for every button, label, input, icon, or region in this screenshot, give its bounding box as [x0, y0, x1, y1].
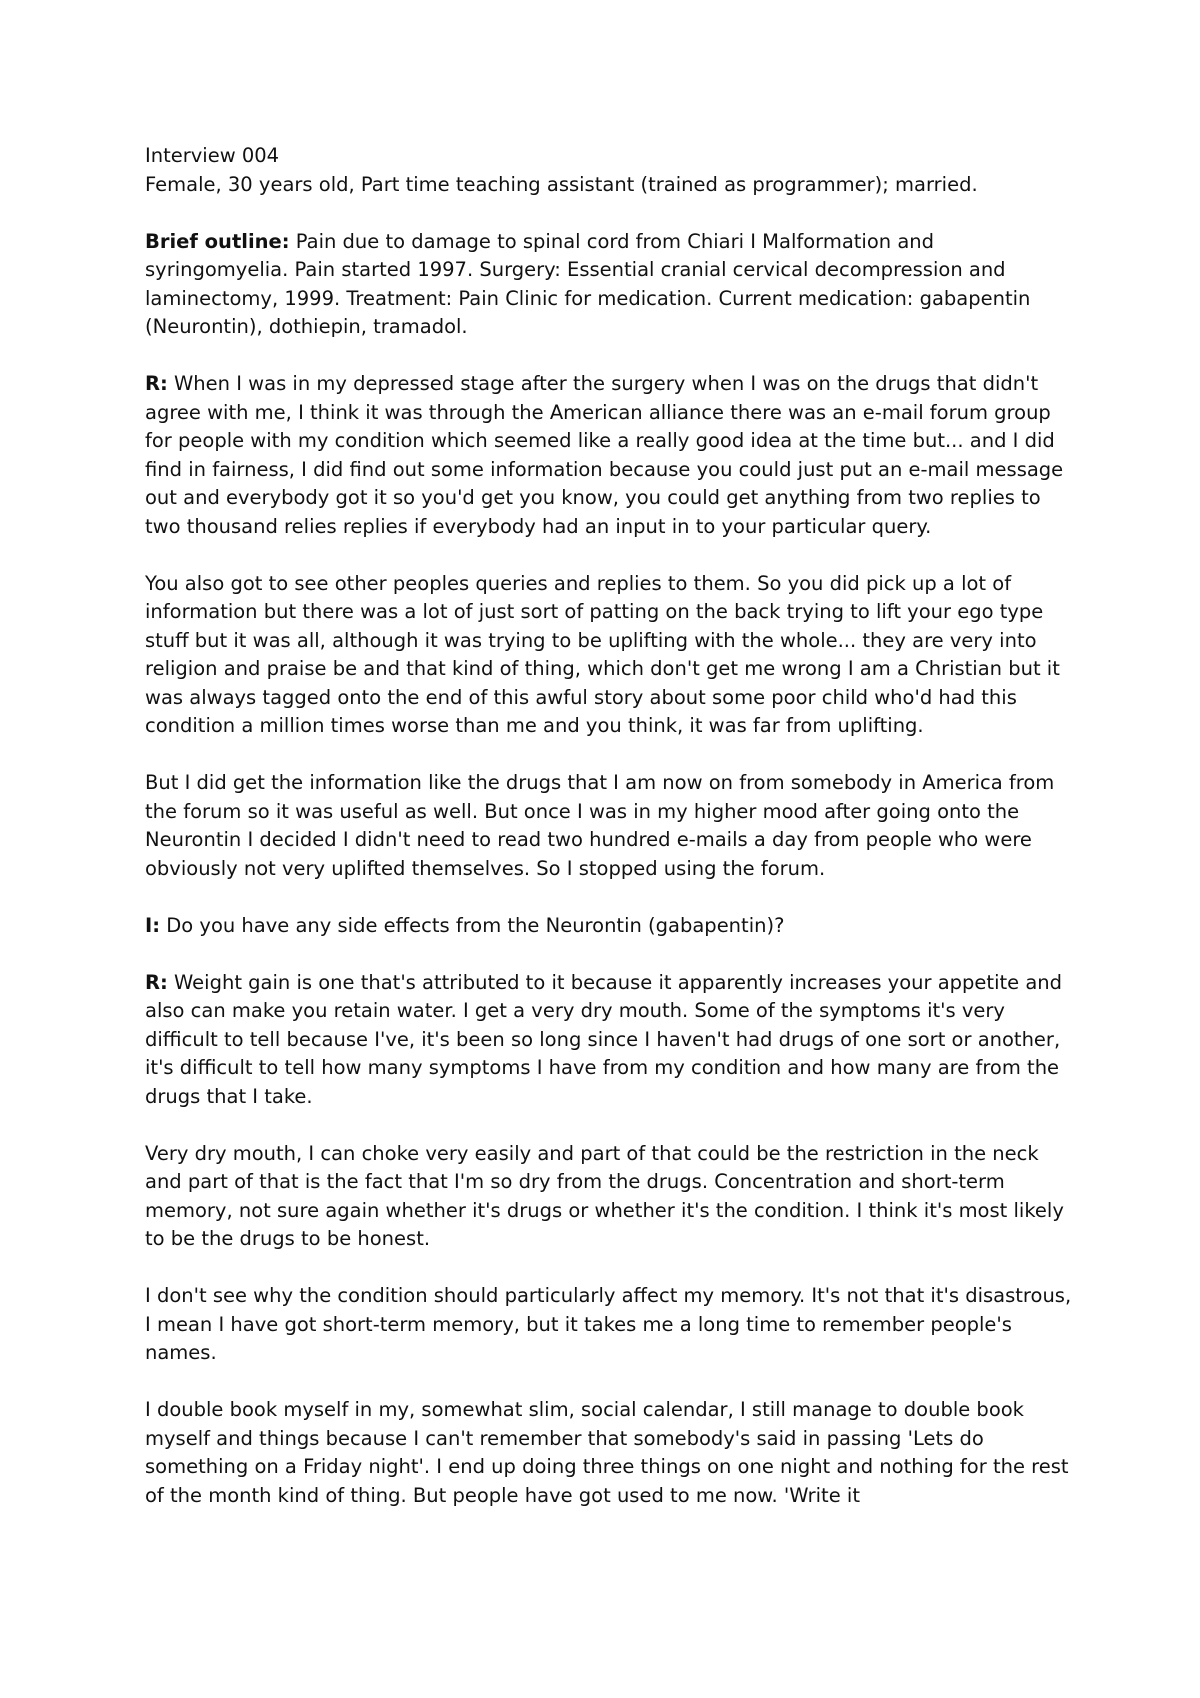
- speaker-label: R:: [145, 372, 168, 395]
- speaker-label: R:: [145, 970, 168, 994]
- brief-outline-text: Pain due to damage to spinal cord from Chiari I Malformation and syringomyelia. Pain started 1997. Surgery: Essential cranial cervical decompression and laminectomy, 1999. Treatment: Pain Clinic for medication. Current medication: gabapentin (Neurontin), dothiepin, tramadol.: [145, 229, 1031, 338]
- transcript-paragraph: [145, 570, 1075, 741]
- paragraph-text: Very dry mouth, I can choke very easily and part of that could be the restriction in the neck and part of that is the fact that I'm so dry from the drugs. Concentration and short-term memory, not sure again whether it's drugs or whether it's the condition. I think it's most likely to be the drugs to be honest.: [145, 1141, 1064, 1250]
- transcript-paragraph: [145, 370, 1075, 541]
- paragraph-text: Weight gain is one that's attributed to it because it apparently increases your appetite and also can make you retain water. I get a very dry mouth. Some of the symptoms it's very difficult to tell because I've, it's been so long since I haven't had drugs of one sort or another, it's difficult to tell how many symptoms I have from my condition and how many are from the drugs that I take.: [145, 970, 1063, 1108]
- transcript-paragraph: [145, 769, 1075, 883]
- brief-outline: [145, 228, 1075, 342]
- transcript-paragraph: [145, 1396, 1075, 1510]
- paragraph-text: I double book myself in my, somewhat slim, social calendar, I still manage to double book myself and things because I can't remember that somebody's said in passing 'Lets do something on a Friday night'. I end up doing three things on one night and nothing for the rest of the month kind of thing. But people have got used to me now. 'Write it: [145, 1398, 1069, 1507]
- interviewee-details: Female, 30 years old, Part time teaching assistant (trained as programmer); married.: [145, 172, 978, 196]
- paragraph-text: You also got to see other peoples queries and replies to them. So you did pick up a lot of information but there was a lot of just sort of patting on the back trying to lift your ego type stuff but it was all, although it was trying to be uplifting with the whole... they are very into religion and praise be and that kind of thing, which don't get me wrong I am a Christian but it was always tagged onto the end of this awful story about some poor child who'd had this condition a million times worse than me and you think, it was far from uplifting.: [145, 571, 1060, 737]
- paragraph-text: I don't see why the condition should particularly affect my memory. It's not that it's disastrous, I mean I have got short-term memory, but it takes me a long time to remember people's names.: [145, 1284, 1072, 1364]
- transcript-paragraph: [145, 1282, 1075, 1368]
- speaker-label: I:: [145, 913, 161, 937]
- interview-title: Interview 004: [145, 144, 280, 167]
- transcript-paragraph: [145, 1140, 1075, 1254]
- interview-document: [145, 142, 1075, 1539]
- transcript-paragraph: [145, 912, 1075, 941]
- transcript-paragraph: [145, 969, 1075, 1112]
- paragraph-text: Do you have any side effects from the Neurontin (gabapentin)?: [160, 913, 785, 937]
- paragraph-text: When I was in my depressed stage after the surgery when I was on the drugs that didn't agree with me, I think it was through the American alliance there was an e-mail forum group for people with my condition which seemed like a really good idea at the time but... and I did find in fairness, I did find out some information because you could just put an e-mail message out and everybody got it so you'd get you know, you could get anything from two replies to two thousand relies replies if everybody had an input in to your particular query.: [145, 372, 1064, 538]
- brief-outline-label: Brief outline:: [145, 229, 290, 253]
- paragraph-text: But I did get the information like the drugs that I am now on from somebody in America from the forum so it was useful as well. But once I was in my higher mood after going onto the Neurontin I decided I didn't need to read two hundred e-mails a day from people who were obviously not very uplifted themselves. So I stopped using the forum.: [145, 771, 1055, 880]
- interview-header: [145, 142, 1075, 199]
